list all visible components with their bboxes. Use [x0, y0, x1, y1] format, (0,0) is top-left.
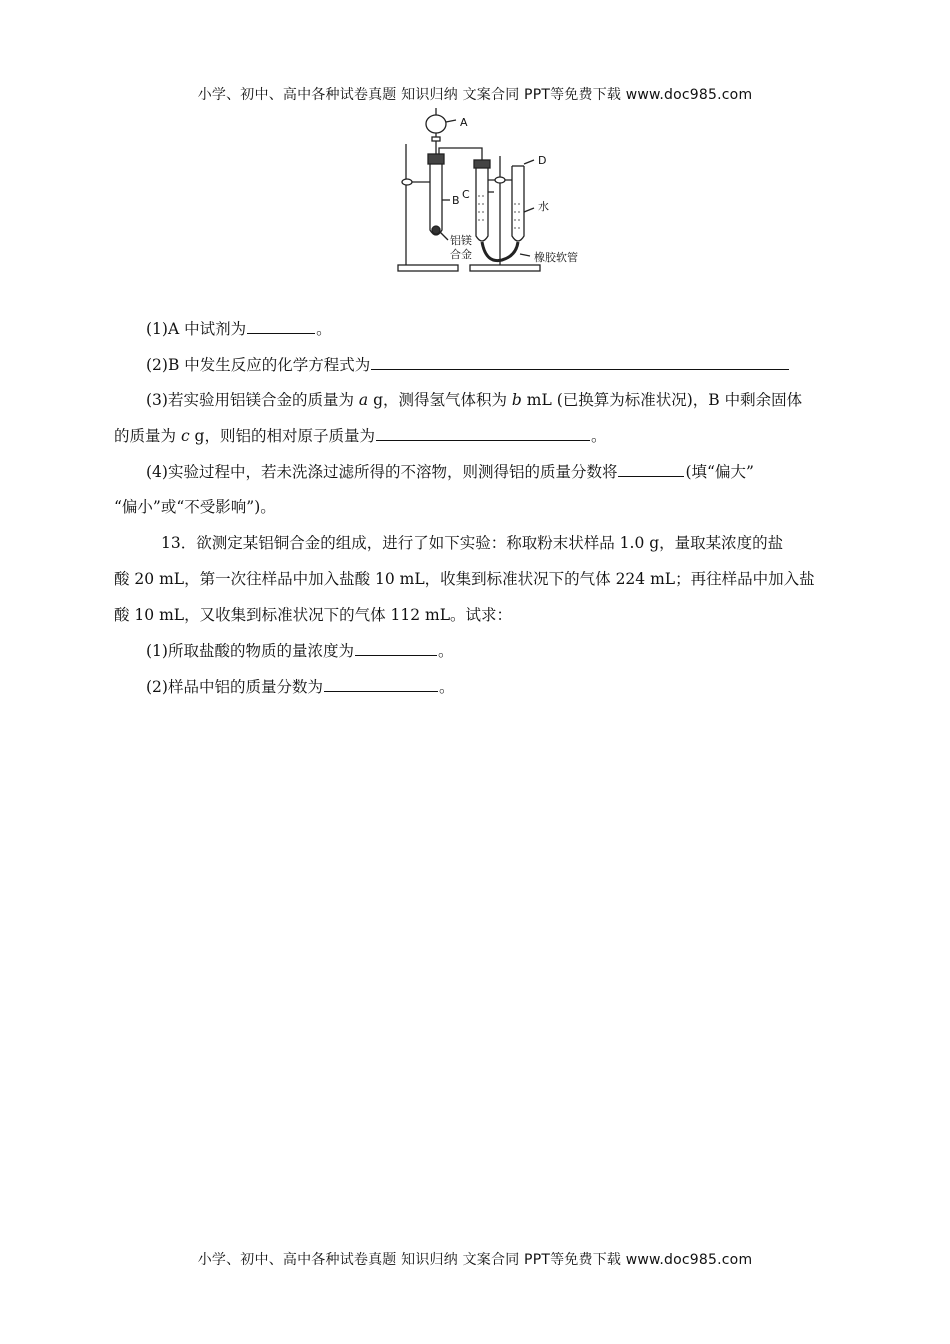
page-header-banner: 小学、初中、高中各种试卷真题 知识归纳 文案合同 PPT等免费下载 www.doc985.com [197, 87, 753, 103]
label-alloy-line1: 铝镁 [450, 234, 472, 247]
answer-blank-q12-3[interactable] [376, 426, 590, 441]
left-stand-base [398, 265, 458, 271]
answer-blank-q12-1[interactable] [247, 319, 315, 334]
label-a: A [460, 116, 468, 129]
apparatus-diagram [380, 104, 620, 280]
answer-blank-q12-2[interactable] [371, 355, 789, 370]
right-stand-base [470, 265, 540, 271]
answer-blank-q12-4[interactable] [618, 462, 684, 477]
label-b: B [452, 194, 460, 207]
label-d: D [538, 154, 547, 167]
label-rubber-tube: 橡胶软管 [534, 251, 578, 264]
page-footer-banner: 小学、初中、高中各种试卷真题 知识归纳 文案合同 PPT等免费下载 www.doc985.com [197, 1252, 753, 1268]
answer-blank-q13-2[interactable] [324, 677, 438, 692]
q12-part1: (1)A 中试剂为 。 [146, 320, 332, 338]
q13-stem-line1: 13．欲测定某铝铜合金的组成，进行了如下实验：称取粉末状样品 1.0 g，量取某浓度的盐 [161, 534, 784, 552]
alloy-sample [432, 226, 440, 234]
q12-part2: (2)B 中发生反应的化学方程式为 [146, 355, 790, 375]
q13-stem-line2: 酸 20 mL，第一次往样品中加入盐酸 10 mL，收集到标准状况下的气体 224 mL；再往样品中加入盐 [114, 570, 815, 588]
tube-b [430, 158, 442, 235]
q12-part3-line2: 的质量为 c g，则铝的相对原子质量为 。 [114, 427, 607, 445]
left-clamp-knob [402, 179, 412, 185]
q13-part1: (1)所取盐酸的物质的量浓度为 。 [146, 642, 454, 660]
label-water: 水 [538, 200, 549, 213]
apparatus-svg [380, 104, 620, 280]
q12-part4-line1: (4)实验过程中，若未洗涤过滤所得的不溶物，则测得铝的质量分数将 (填“偏大” [146, 463, 754, 481]
q13-part2: (2)样品中铝的质量分数为 。 [146, 678, 455, 696]
funnel-a-bulb [426, 115, 446, 133]
q12-part4-line2: “偏小”或“不受影响”)。 [114, 498, 276, 516]
answer-blank-q13-1[interactable] [355, 641, 437, 656]
tube-d [512, 166, 524, 241]
tube-b-stopper [428, 154, 444, 164]
q13-stem-line3: 酸 10 mL，又收集到标准状况下的气体 112 mL。试求： [114, 606, 512, 624]
q12-part3-line1: (3)若实验用铝镁合金的质量为 a g，测得氢气体积为 b mL (已换算为标准状况)，B 中剩余固体 [146, 391, 803, 409]
label-alloy-line2: 合金 [450, 248, 472, 261]
tube-c-stopper [474, 160, 490, 168]
funnel-a-stopcock [432, 137, 440, 141]
tube-c [476, 164, 488, 241]
label-c: C [462, 188, 470, 201]
